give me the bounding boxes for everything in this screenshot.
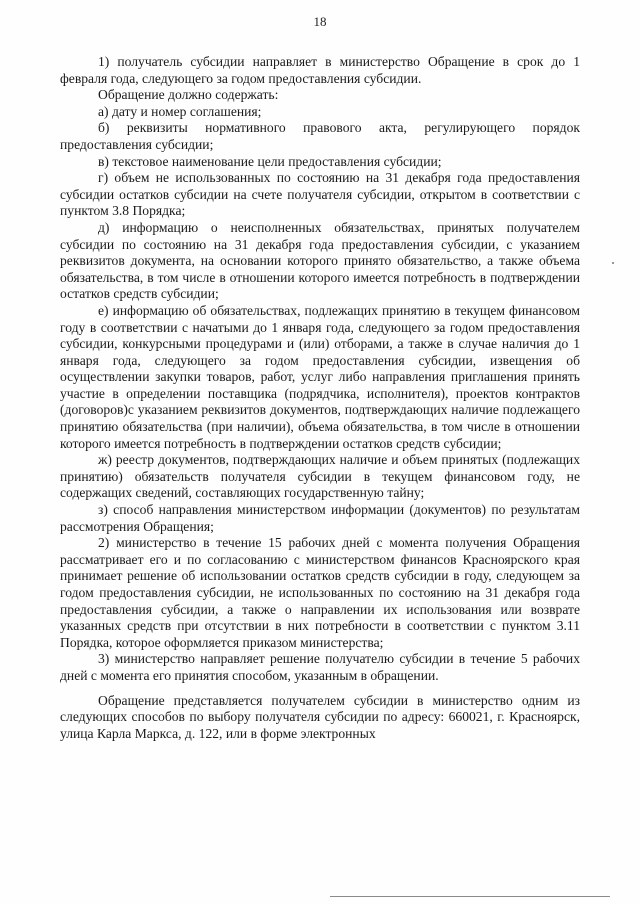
paragraph-item-g: г) объем не использованных по состоянию на 31 декабря года предоставления субсидии остатков субсидии на счете получателя субсидии, открытом в соответствии с пунктом 3.8 Порядка;	[60, 170, 580, 219]
page-number: 18	[313, 14, 327, 29]
paragraph-item-b: б) реквизиты нормативного правового акта, регулирующего порядок предоставления субсидии;	[60, 120, 580, 152]
paragraph-appeal-contents: Обращение должно содержать:	[98, 87, 279, 103]
scan-mark	[612, 262, 614, 264]
footer-rule	[330, 896, 610, 897]
paragraph-item-z: з) способ направления министерством информации (документов) по результатам рассмотрения Обращения;	[60, 502, 580, 534]
document-body	[60, 54, 580, 742]
paragraph-item-v: в) текстовое наименование цели предоставления субсидии;	[98, 153, 442, 169]
paragraph-submission: Обращение представляется получателем субсидии в министерство одним из следующих способов по выбору получателя субсидии по адресу: 660021, г. Красноярск, улица Карла Маркса, д. 122, или в форме электронных	[60, 692, 580, 741]
paragraph-item-e: е) информацию об обязательствах, подлежащих принятию в текущем финансовом году в соответствии с начатыми до 1 января года, следующего за годом предоставления субсидии, конкурсными процедурами и (или) отборами, а также в случае наличия до 1 января года, следующего за годом предоставления субсидии, извещения об осуществлении закупки товаров, работ, услуг либо направления приглашения принять участие в определении поставщика (подрядчика, исполнителя), проектов контрактов (договоров)с указанием реквизитов документов, подтверждающих наличие подлежащего принятию обязательства (при наличии), объема обязательства, в том числе в отношении которого имеется потребность в подтверждении остатков средств субсидии;	[60, 302, 580, 451]
paragraph-item-d: д) информацию о неисполненных обязательствах, принятых получателем субсидии по состоянию на 31 декабря года предоставления субсидии, с указанием реквизитов документа, на основании которого принято обязательство, а также объема обязательства, в том числе в отношении которого имеется потребность в подтверждении остатков средств субсидии;	[60, 219, 580, 302]
paragraph-item-1: 1) получатель субсидии направляет в министерство Обращение в срок до 1 февраля года, следующего за годом предоставления субсидии.	[60, 54, 580, 86]
paragraph-item-2: 2) министерство в течение 15 рабочих дней с момента получения Обращения рассматривает его и по согласованию с министерством финансов Красноярского края принимает решение об использовании остатков средств субсидии в году, следующем за годом предоставления субсидии, не использованных по состоянию на 31 декабря года предоставления субсидии, а также о направлении их использования или возврате указанных средств при отсутствии в них потребности в соответствии с пунктом 3.11 Порядка, которое оформляется приказом министерства;	[60, 535, 580, 650]
paragraph-item-3: 3) министерство направляет решение получателю субсидии в течение 5 рабочих дней с момента его принятия способом, указанным в обращении.	[60, 651, 580, 683]
paragraph-item-zh: ж) реестр документов, подтверждающих наличие и объем принятых (подлежащих принятию) обязательств получателя субсидии в текущем финансовом году, не содержащих сведений, составляющих государственную тайну;	[60, 452, 580, 501]
paragraph-item-a: а) дату и номер соглашения;	[98, 103, 262, 119]
